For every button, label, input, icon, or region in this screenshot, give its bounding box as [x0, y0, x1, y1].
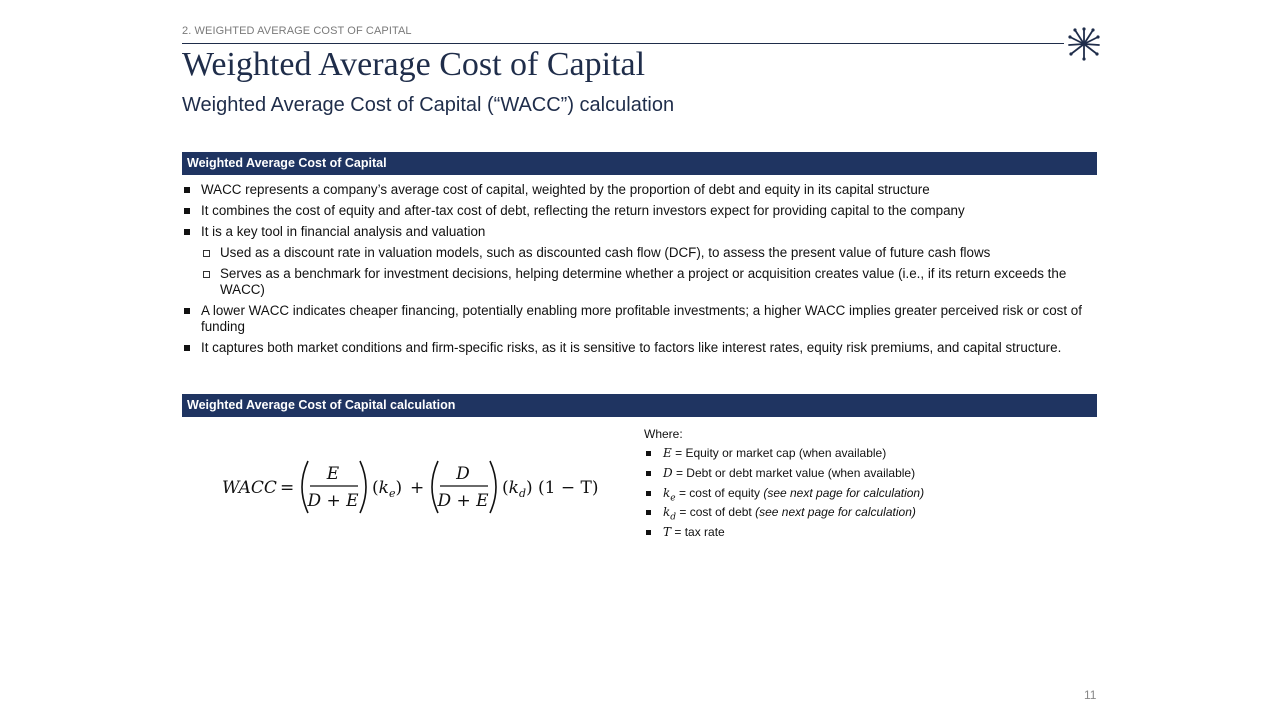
definition-item: [644, 486, 924, 506]
bullet-text: WACC represents a company’s average cost of capital, weighted by the proportion of debt and equity in its capital structure: [201, 182, 930, 197]
bullet-text: It is a key tool in financial analysis and valuation: [201, 224, 486, 239]
header-rule: [182, 43, 1064, 44]
definition-subscript: e: [670, 492, 676, 503]
square-bullet-icon: [184, 308, 190, 314]
calculation-panel-header: Weighted Average Cost of Capital calculation: [182, 394, 1097, 417]
formula-lhs: WACC: [222, 478, 277, 498]
list-item: [182, 224, 1082, 240]
definition-text: = Equity or market cap (when available): [671, 446, 887, 460]
page-number: 11: [1084, 688, 1097, 702]
wacc-formula: [220, 455, 610, 525]
square-bullet-icon: [184, 208, 190, 214]
formula-ke: $(k_e)$: [372, 478, 403, 500]
definition-item: [644, 505, 924, 525]
definition-note: (see next page for calculation): [763, 485, 925, 500]
definition-text: = Debt or debt market value (when available): [672, 465, 916, 480]
bullet-text: It combines the cost of equity and after-tax cost of debt, reflecting the return investors expect for providing capital to the company: [201, 203, 965, 218]
overview-bullet-list: [182, 182, 1082, 356]
right-paren-2: [490, 461, 496, 513]
definition-item: [644, 525, 924, 545]
formula-numerator-equity: E: [326, 464, 340, 484]
definition-text: = cost of debt: [676, 505, 756, 520]
page-title: Weighted Average Cost of Capital: [182, 46, 646, 83]
formula-ke-symbol: k: [378, 478, 389, 498]
formula-kd: $(k_d)$: [502, 478, 533, 500]
definition-item: [644, 466, 924, 486]
definition-symbol: E: [663, 446, 672, 460]
square-bullet-icon: [646, 491, 651, 496]
bullet-text: It captures both market conditions and firm-specific risks, as it is sensitive to factors like interest rates, equity risk premiums, and capital structure.: [201, 340, 1062, 355]
bullet-text: A lower WACC indicates cheaper financing, potentially enabling more profitable investments; a higher WACC implies greater perceived risk or cost of funding: [201, 303, 1082, 334]
starburst-logo-icon: [1067, 27, 1101, 61]
list-item: [182, 203, 1082, 219]
formula-plus: +: [410, 478, 425, 498]
list-item: [182, 245, 1082, 261]
list-item: [182, 303, 1082, 335]
right-paren-1: [360, 461, 366, 513]
list-item: [182, 266, 1082, 298]
definition-symbol: k: [663, 485, 671, 500]
square-bullet-icon: [184, 187, 190, 193]
square-bullet-icon: [646, 510, 651, 515]
formula-denominator-2: D + E: [437, 491, 489, 511]
definition-symbol: T: [663, 525, 672, 540]
formula-kd-sub: d: [518, 487, 526, 500]
overview-panel-header: Weighted Average Cost of Capital: [182, 152, 1097, 175]
definition-text: = tax rate: [671, 525, 725, 540]
formula-numerator-debt: D: [456, 464, 470, 484]
bullet-text: Used as a discount rate in valuation models, such as discounted cash flow (DCF), to assess the present value of future cash flows: [220, 245, 991, 260]
definition-note: (see next page for calculation): [755, 505, 916, 520]
definition-symbol: D: [663, 465, 673, 480]
formula-kd-symbol: k: [508, 478, 519, 498]
list-item: [182, 340, 1082, 356]
formula-denominator-1: D + E: [307, 491, 359, 511]
definition-item: [644, 446, 924, 466]
bullet-text: Serves as a benchmark for investment decisions, helping determine whether a project or acquisition creates value (i.e., if its return exceeds the WACC): [220, 266, 1067, 297]
where-label: Where:: [644, 427, 683, 441]
formula-tax-term: (1 − T): [538, 478, 599, 498]
definition-subscript: d: [670, 512, 677, 523]
list-item: [182, 182, 1082, 198]
hollow-square-bullet-icon: [203, 271, 210, 278]
definition-text: = cost of equity: [675, 485, 764, 500]
definition-symbol: k: [663, 505, 671, 520]
hollow-square-bullet-icon: [203, 250, 210, 257]
square-bullet-icon: [184, 345, 190, 351]
square-bullet-icon: [646, 471, 651, 476]
square-bullet-icon: [646, 530, 651, 535]
formula-ke-sub: e: [388, 487, 396, 500]
page-subtitle: Weighted Average Cost of Capital (“WACC”) calculation: [182, 94, 675, 116]
formula-equals: =: [280, 478, 295, 498]
square-bullet-icon: [184, 229, 190, 235]
section-label: 2. WEIGHTED AVERAGE COST OF CAPITAL: [182, 25, 412, 37]
definitions-list: [644, 446, 924, 545]
square-bullet-icon: [646, 451, 651, 456]
